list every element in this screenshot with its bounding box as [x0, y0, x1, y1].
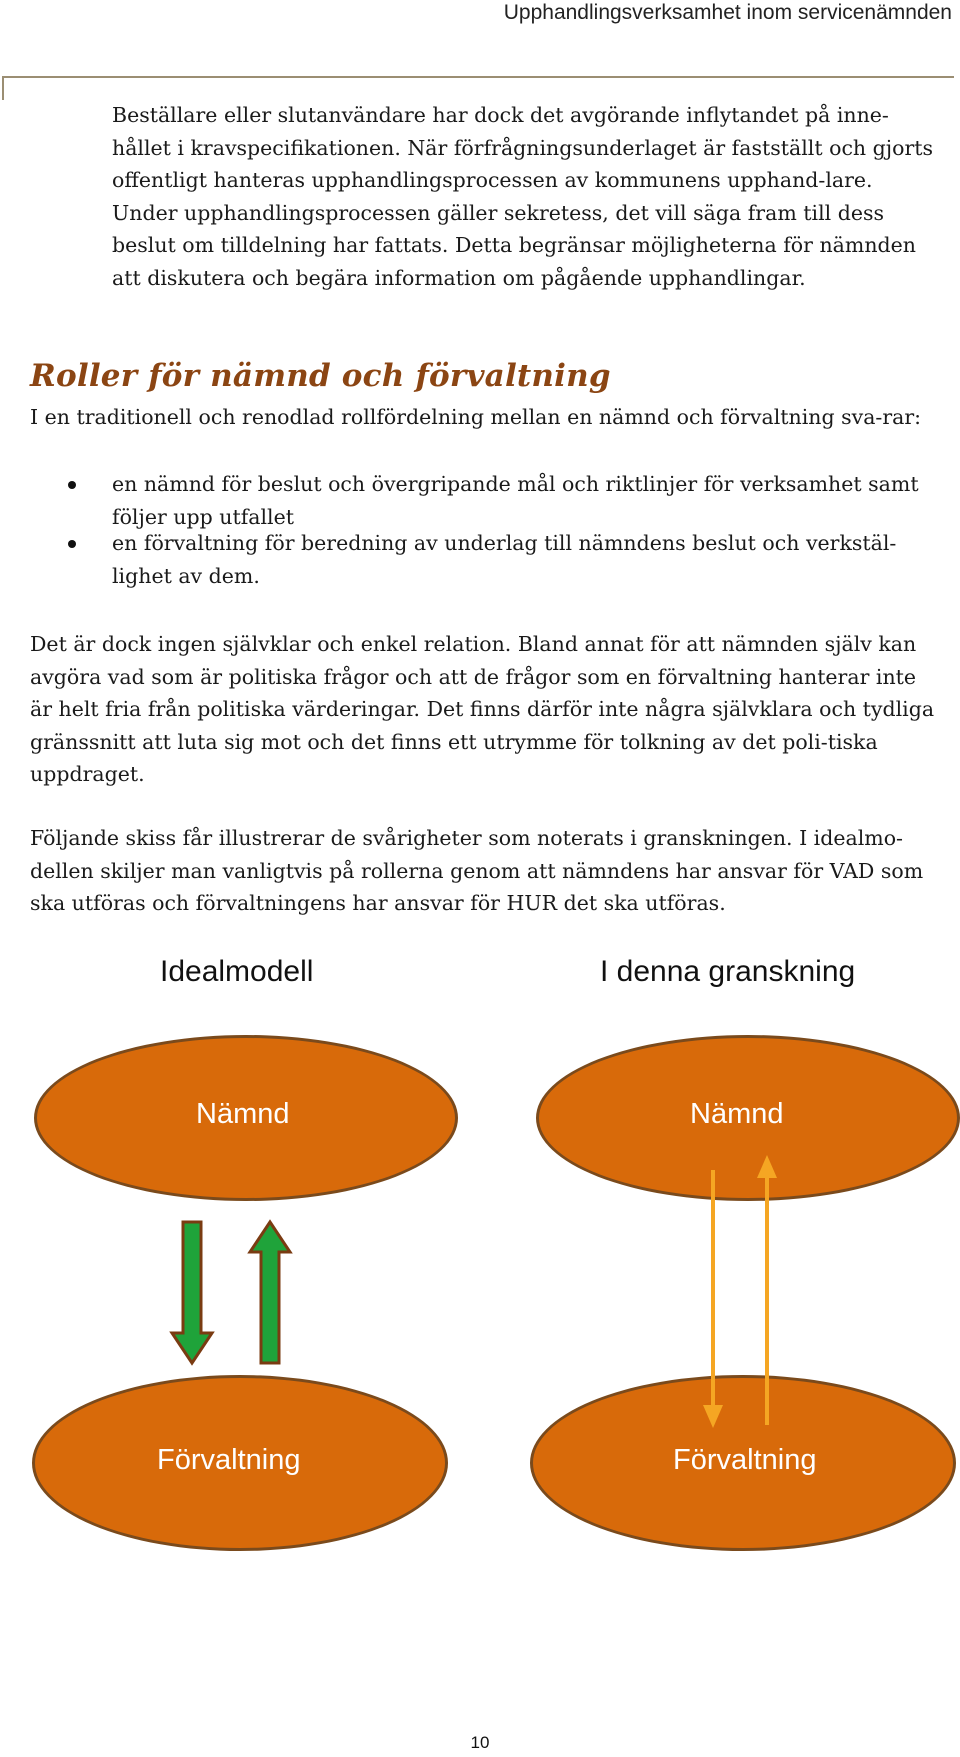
list-item-text: en förvaltning för beredning av underlag till nämndens beslut och verkstäl-lighet av dem. [112, 531, 897, 588]
review-namnd-label: Nämnd [690, 1098, 784, 1130]
paragraph-roles-intro: I en traditionell och renodlad rollfördelning mellan en nämnd och förvaltning sva-rar: [30, 405, 922, 429]
ideal-namnd-label: Nämnd [196, 1098, 290, 1130]
section-heading: Roller för nämnd och förvaltning [30, 358, 611, 394]
review-up-arrow [757, 1155, 777, 1425]
diagram-right-title: I denna granskning [600, 955, 856, 988]
page-number: 10 [470, 1733, 490, 1752]
diagram-left-title: Idealmodell [160, 955, 314, 988]
running-header: Upphandlingsverksamhet inom servicenämnden [503, 1, 952, 24]
ideal-down-arrow [172, 1222, 212, 1363]
ideal-up-arrow [250, 1222, 290, 1363]
intro-paragraph: Beställare eller slutanvändare har dock det avgörande inflytandet på inne-hållet i kravspecifikationen. När förfrågningsunderlaget är fastställt och gjorts offentligt hanteras upphandlingsprocessen av kommunens upphand-lare. Under upphandlingsprocessen gäller sekretess, det vill säga fram till dess beslut om tilldelning har fattats. Detta begränsar möjligheterna för nämnden att diskutera och begära information om pågående upphandlingar. [112, 103, 934, 290]
paragraph-sketch-intro: Följande skiss får illustrerar de svårigheter som noterats i granskningen. I idealmo-dellen skiljer man vanligtvis på rollerna genom att nämndens har ansvar för VAD som ska utföras och förvaltningens har ansvar för HUR det ska utföras. [30, 826, 924, 915]
review-down-arrow [703, 1170, 723, 1428]
list-item-text: en nämnd för beslut och övergripande mål och riktlinjer för verksamhet samt följer upp utfallet [112, 472, 919, 529]
review-forvaltning-label: Förvaltning [673, 1444, 817, 1476]
ideal-forvaltning-label: Förvaltning [157, 1444, 301, 1476]
paragraph-relation: Det är dock ingen självklar och enkel relation. Bland annat för att nämnden själv kan avgöra vad som är politiska frågor och att de frågor som en förvaltning hanterar inte är helt fria från politiska värderingar. Det finns därför inte några självklara och tydliga gränssnitt att luta sig mot och det finns ett utrymme för tolkning av det poli-tiska uppdraget. [30, 632, 935, 786]
